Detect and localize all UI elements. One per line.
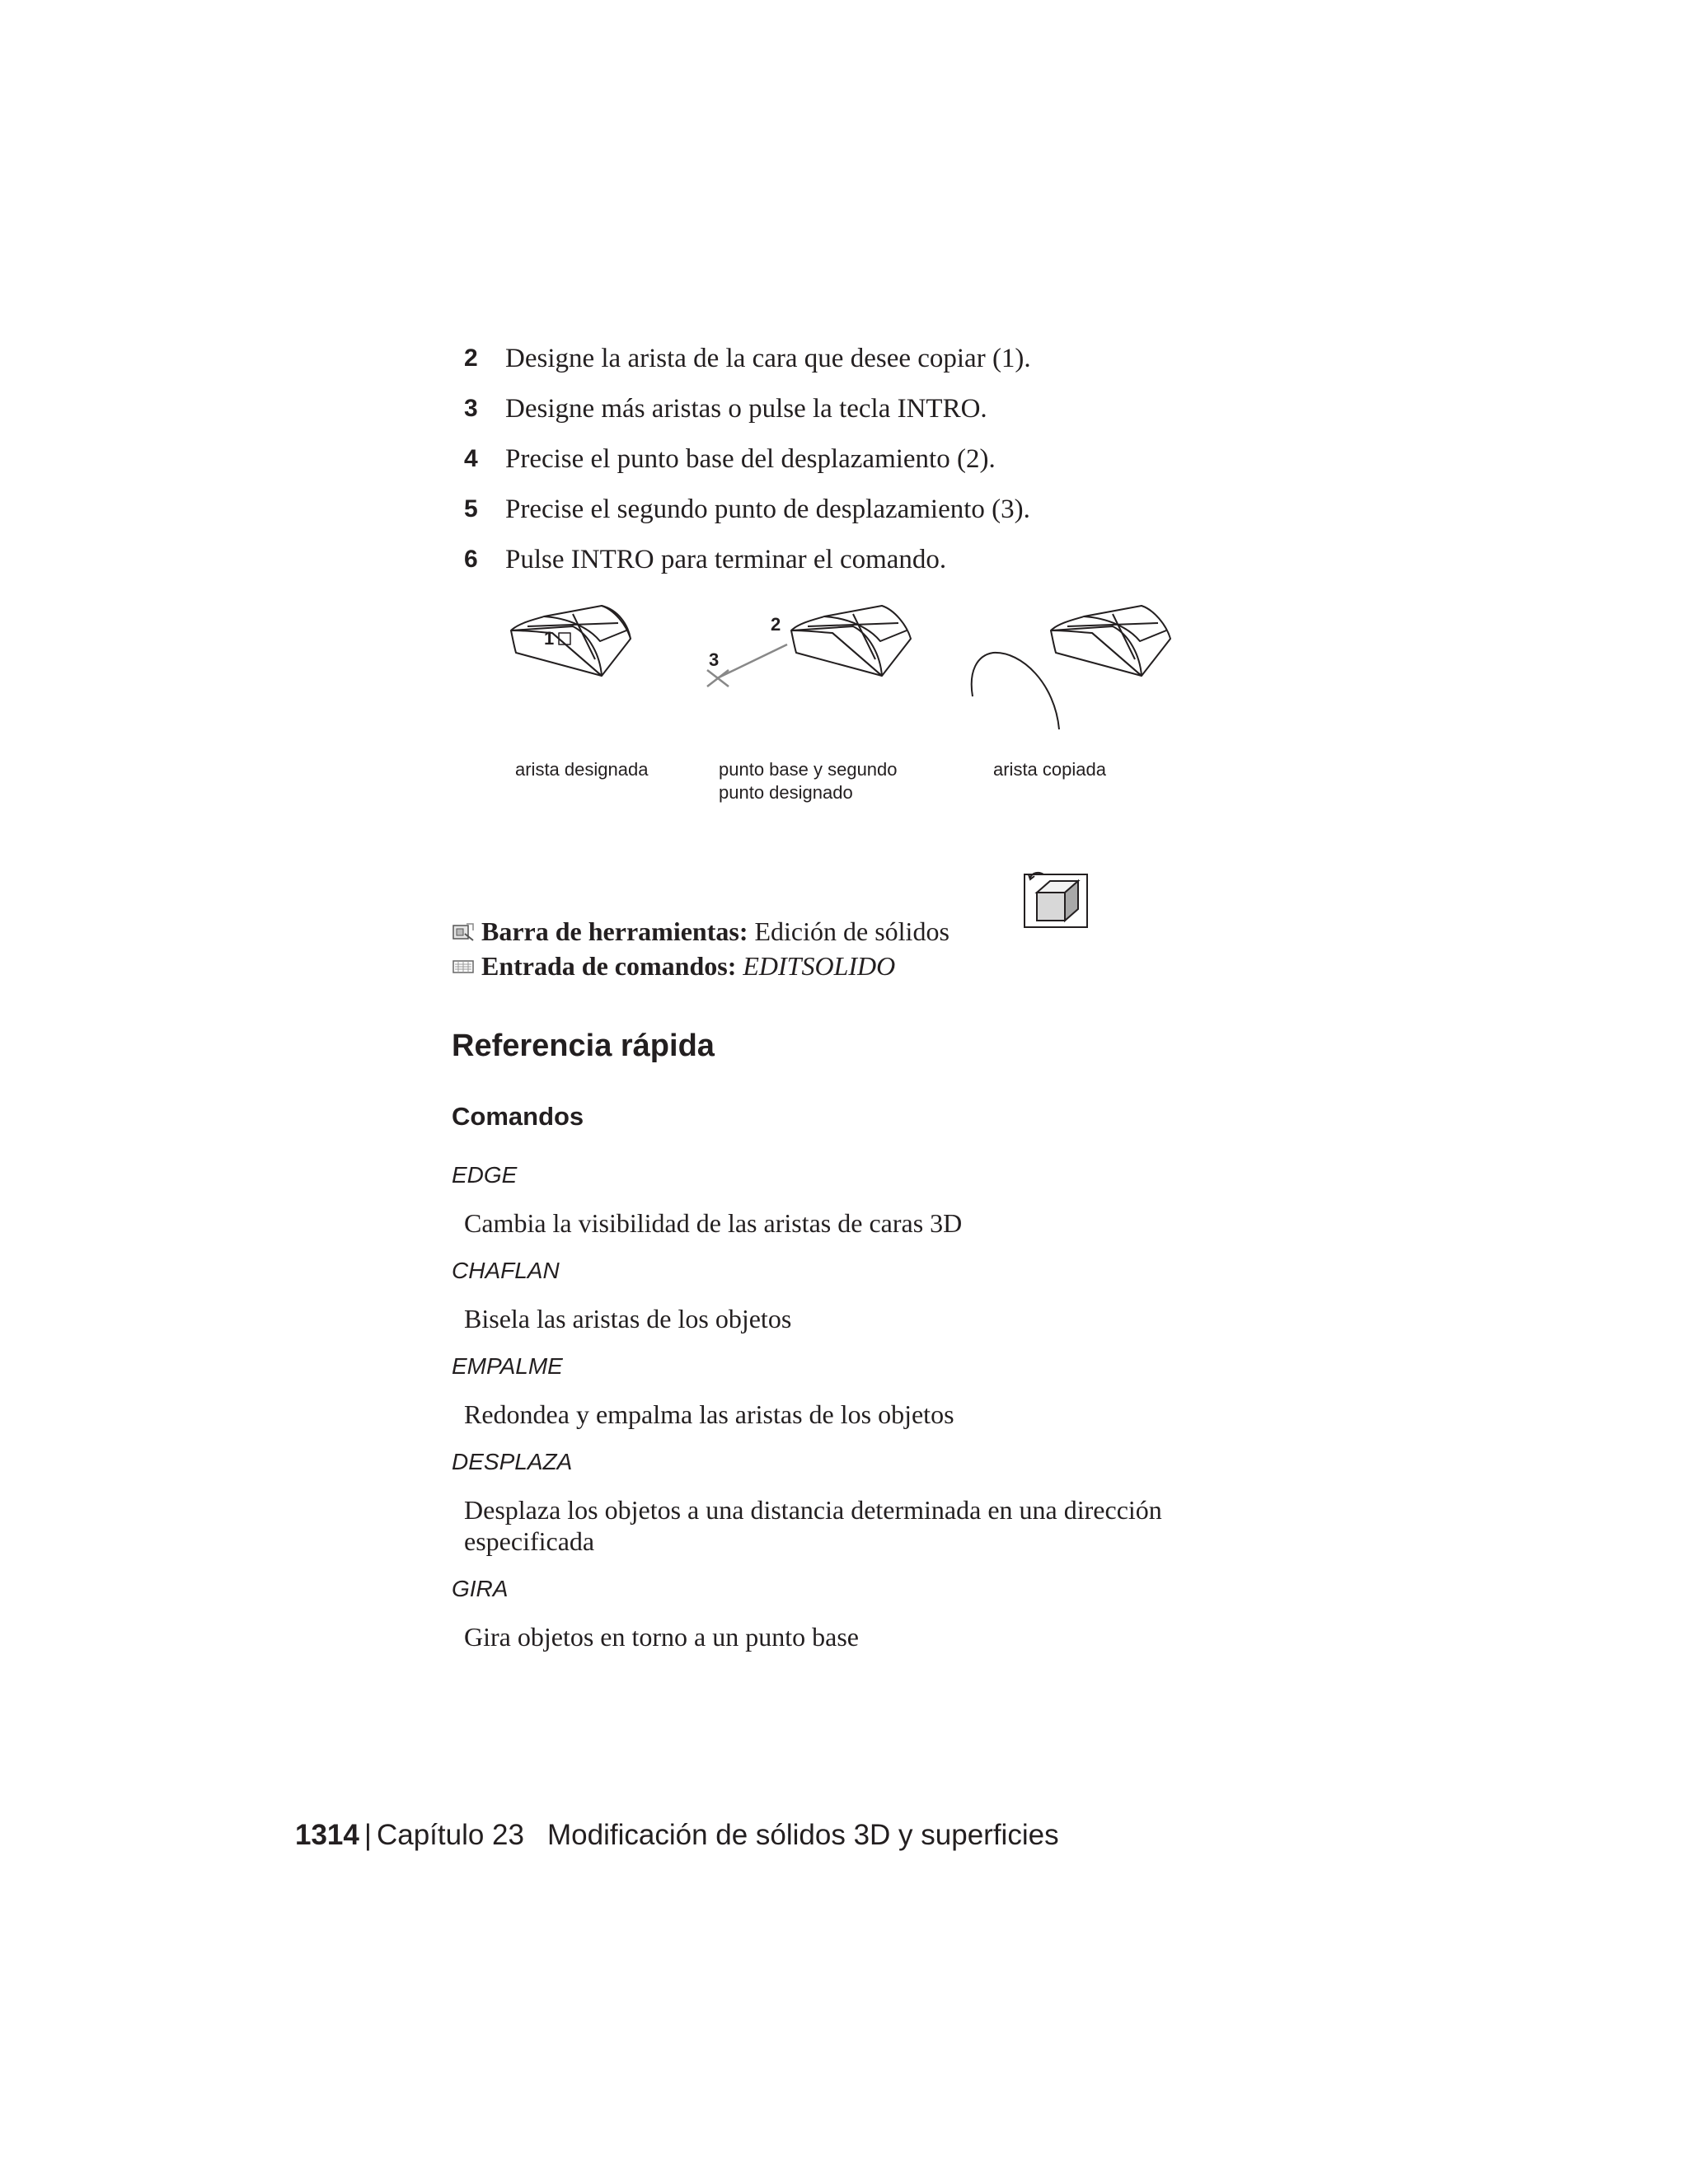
page-number: 1314 [295, 1819, 359, 1851]
command-line-icon [452, 957, 475, 977]
solid-drawings [495, 593, 1236, 733]
copied-edge-arc [972, 653, 1059, 729]
step-number: 3 [464, 395, 478, 422]
step-item [464, 390, 1371, 440]
command-description: Gira objetos en torno a un punto base [464, 1622, 859, 1652]
step-number: 6 [464, 546, 478, 573]
toolbar-label: Barra de herramientas: [481, 916, 748, 946]
toolbar-icon [452, 922, 475, 942]
command-description: Redondea y empalma las aristas de los objetos [464, 1399, 954, 1429]
caption-base-point-line1: punto base y segundo [719, 759, 898, 780]
label-point-one: 1 [544, 628, 555, 649]
label-point-three: 3 [709, 649, 720, 670]
command-value: EDITSOLIDO [743, 951, 896, 981]
command-description: Desplaza los objetos a una distancia determinada en una dirección especificada [464, 1495, 1162, 1556]
command-name: GIRA [452, 1576, 509, 1601]
command-description: Cambia la visibilidad de las aristas de caras 3D [464, 1208, 963, 1238]
solid-edit-tool-icon [1022, 869, 1091, 930]
caption-selected-edge: arista designada [515, 759, 649, 780]
solid-shape-moving [791, 606, 911, 676]
edge-copy-illustration [495, 593, 1236, 816]
footer-separator: | [363, 1819, 372, 1851]
step-item [464, 440, 1371, 490]
step-text: Precise el segundo punto de desplazamiento (3). [505, 494, 1030, 524]
caption-copied-edge: arista copiada [993, 759, 1106, 780]
step-number: 5 [464, 495, 478, 523]
solid-shape-result [1051, 606, 1170, 676]
chapter-label: Capítulo 23 [376, 1819, 524, 1851]
solid-shape-selected [511, 606, 631, 676]
section-heading: Referencia rápida [452, 1029, 715, 1063]
step-list [464, 340, 1371, 591]
step-number: 2 [464, 344, 478, 372]
command-label: Entrada de comandos: [481, 951, 737, 981]
command-name: CHAFLAN [452, 1258, 560, 1283]
chapter-title: Modificación de sólidos 3D y superficies [547, 1819, 1059, 1851]
step-item [464, 541, 1371, 591]
command-description: Bisela las aristas de los objetos [464, 1304, 792, 1333]
toolbar-access-line [452, 915, 950, 948]
command-name: EMPALME [452, 1353, 563, 1379]
page-footer [295, 1817, 1059, 1854]
toolbar-value: Edición de sólidos [754, 916, 950, 946]
step-item [464, 340, 1371, 390]
subsection-heading: Comandos [452, 1102, 584, 1131]
command-access-line [452, 949, 895, 982]
caption-base-point-line2: punto designado [719, 782, 853, 803]
step-number: 4 [464, 445, 478, 472]
displacement-line [717, 644, 787, 678]
step-text: Precise el punto base del desplazamiento (2). [505, 444, 996, 474]
step-text: Pulse INTRO para terminar el comando. [505, 545, 947, 574]
command-name: DESPLAZA [452, 1449, 573, 1474]
step-item [464, 490, 1371, 541]
step-text: Designe la arista de la cara que desee copiar (1). [505, 344, 1031, 373]
label-point-two: 2 [771, 614, 781, 635]
step-text: Designe más aristas o pulse la tecla INTRO. [505, 394, 987, 424]
command-name: EDGE [452, 1162, 518, 1188]
